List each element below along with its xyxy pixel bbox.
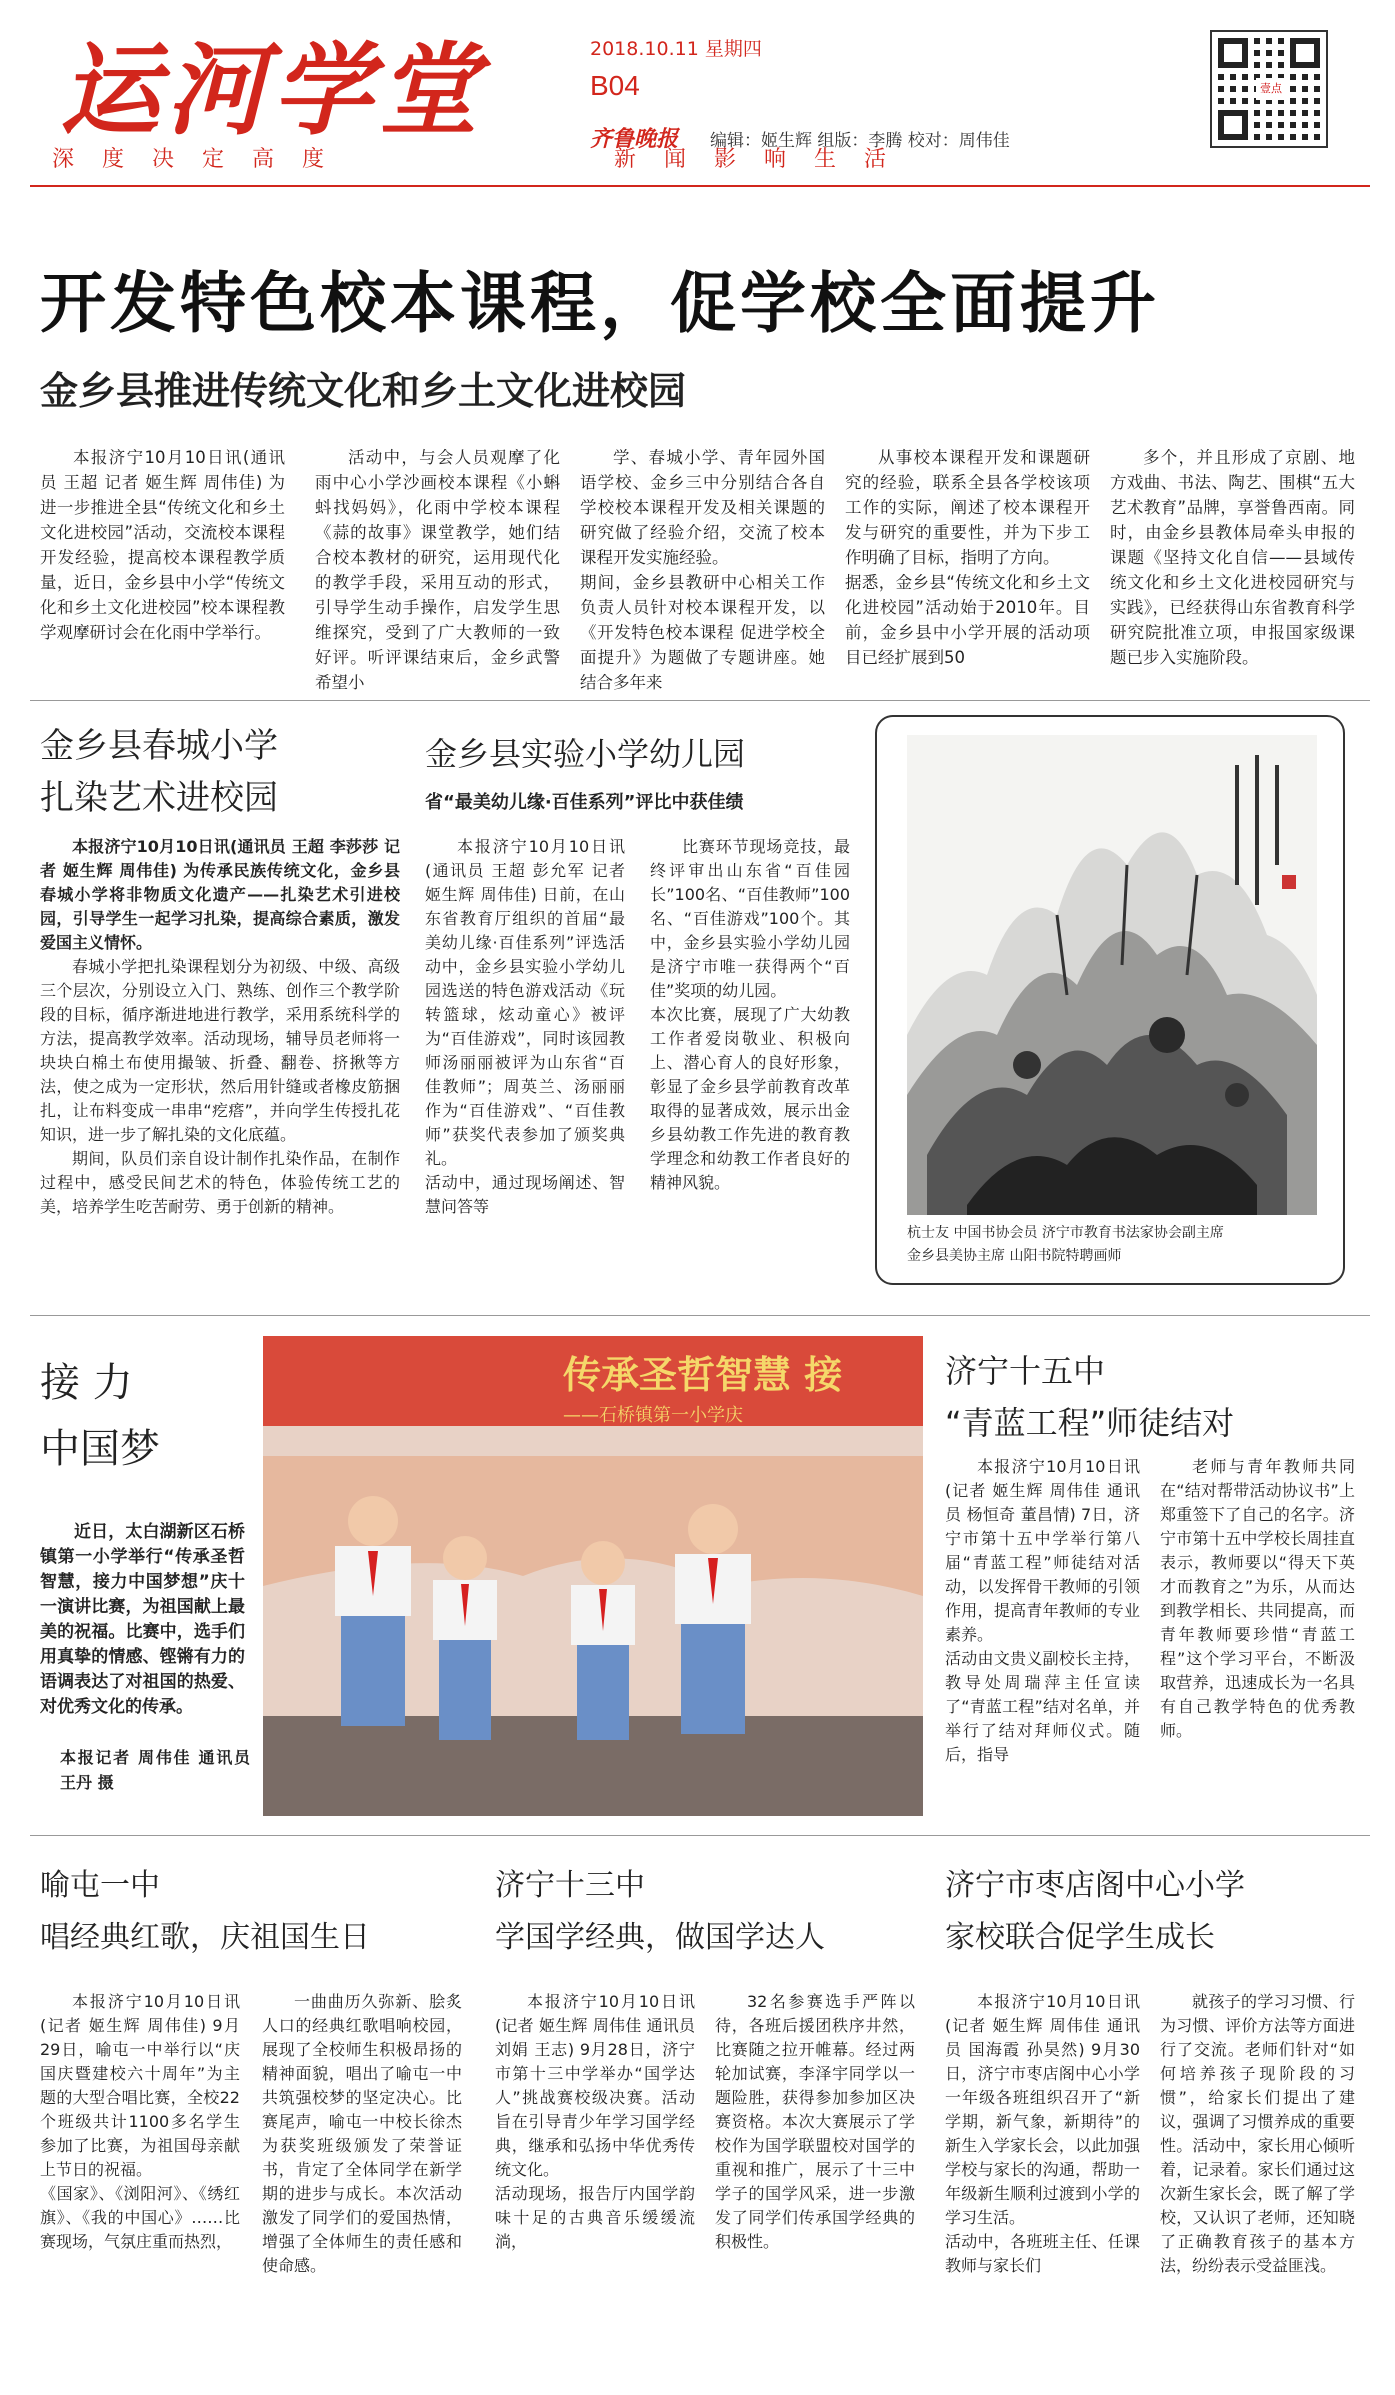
section-divider — [30, 1315, 1370, 1316]
kindergarten-column: 本报济宁10月10日讯(通讯员 王超 彭允军 记者 姬生辉 周伟佳) 日前，在山东省教育厅组织的首届“最美幼儿缘·百佳系列”评选活动中，金乡县实验小学幼儿园选送的特色游戏活动《玩转篮球，炫动童心》被评为“百佳游戏”，同时该园教师汤丽丽被评为山东省“百佳教师”；周英兰、汤丽丽作为“百佳游戏”、“百佳教师”获奖代表参加了颁奖典礼。 活动中，通过现场阐述、智慧问答等 — [425, 837, 625, 1216]
jining15-column: 本报济宁10月10日讯(记者 姬生辉 周伟佳 通讯员 杨恒奇 董昌情) 7日，济宁市第十五中学举行第八届“青蓝工程”师徒结对活动，以发挥骨干教师的引领作用，提高青年教师的专业素养。 活动由文贵义副校长主持，教导处周瑞萍主任宣读了“青蓝工程”结对名单，并举行了结对拜师仪式。随后，指导 — [945, 1457, 1140, 1764]
jining13-column: 32名参赛选手严阵以待，各班后援团秩序井然，比赛随之拉开帷幕。经过两轮加试赛，李泽宇同学以一题险胜，获得参加参加区决赛资格。本次大赛展示了学校作为国学联盟校对国学的重视和推广，展示了十三中学子的国学风采，进一步激发了同学们传承国学经典的积极性。 — [715, 1992, 915, 2251]
editor-credits: 编辑：姬生辉 组版：李腾 校对：周伟佳 — [710, 131, 1010, 151]
qr-finder — [1218, 110, 1248, 140]
painting-caption: 杭士友 中国书协会员 济宁市教育书法家协会副主席 金乡县美协主席 山阳书院特聘画师 — [907, 1225, 1224, 1264]
yutun-title: 喻屯一中 唱经典红歌，庆祖国生日 — [40, 1868, 370, 1955]
yutun-column: 本报济宁10月10日讯(记者 姬生辉 周伟佳) 9月29日，喻屯一中举行以“庆国庆暨建校六十周年”为主题的大型合唱比赛，全校22个班级共计1100多名学生参加了比赛，为祖国母亲献上节日的祝福。 《国家》、《浏阳河》、《绣红旗》、《我的中国心》……比赛现场，气氛庄重而热烈， — [40, 1992, 240, 2251]
yutun-column: 一曲曲历久弥新、脍炙人口的经典红歌唱响校园，展现了全校师生积极昂扬的精神面貌，唱出了喻屯一中共筑强校梦的坚定决心。比赛尾声，喻屯一中校长徐杰为获奖班级颁发了荣誉证书，肯定了全体同学在新学期的进步与成长。本次活动激发了同学们的爱国热情，增强了全体师生的责任感和使命感。 — [262, 1992, 462, 2275]
jining15-column: 老师与青年教师共同在“结对帮带活动协议书”上郑重签下了自己的名字。济宁市第十五中学校长周挂直表示，教师要以“得天下英才而教育之”为乐，从而达到教学相长、共同提高，而青年教师要珍惜“青蓝工程”这个学习平台，不断汲取营养，迅速成长为一名具有自己教学特色的优秀教师。 — [1160, 1457, 1355, 1740]
kindergarten-title: 金乡县实验小学幼儿园 — [425, 735, 746, 773]
paper-name: 齐鲁晚报 — [590, 126, 679, 152]
relay-body: 近日，太白湖新区石桥镇第一小学举行“传承圣哲智慧，接力中国梦想”庆十一演讲比赛，为祖国献上最美的祝福。比赛中，选手们用真挚的情感、铿锵有力的语调表达了对祖国的热爱、对优秀文化的传承。 — [40, 1522, 245, 1717]
lead-subhead: 金乡县推进传统文化和乡土文化进校园 — [40, 369, 687, 413]
zaodian-column: 就孩子的学习习惯、行为习惯、评价方法等方面进行了交流。老师们针对“如何培养孩子现阶段的习惯”，给家长们提出了建议，强调了习惯养成的重要性。活动中，家长用心倾听着，记录着。家长们通过这次新生家长会，既了解了学校，又认识了老师，还知晓了正确教育孩子的基本方法，纷纷表示受益匪浅。 — [1160, 1992, 1355, 2275]
zaodian-title: 济宁市枣店阁中心小学 家校联合促学生成长 — [945, 1868, 1245, 1955]
chuncheng-body: 本报济宁10月10日讯(通讯员 王超 李莎莎 记者 姬生辉 周伟佳) 为传承民族传统文化，金乡县春城小学将非物质文化遗产——扎染艺术引进校园，引导学生一起学习扎染，提高综合素质，激发爱国主义情怀。 春城小学把扎染课程划分为初级、中级、高级三个层次，分别设立入门、熟练、创作三个教学阶段的目标，循序渐进地进行教学，采用系统科学的方法，提高教学效率。活动现场，辅导员老师将一块块白棉土布使用撮皱、折叠、翻卷、挤揪等方法，使之成为一定形状，然后用针缝或者橡皮筋捆扎，让布料变成一串串“疙瘩”，并向学生传授扎花知识，进一步了解扎染的文化底蕴。 期间，队员们亲自设计制作扎染作品，在制作过程中，感受民间艺术的特色，体验传统工艺的美，培养学生吃苦耐劳、勇于创新的精神。 — [40, 837, 400, 1216]
kindergarten-subtitle: 省“最美幼儿缘·百佳系列”评比中获佳绩 — [425, 792, 744, 813]
qr-pattern — [1218, 38, 1320, 140]
relay-title: 接 力 中国梦 — [40, 1360, 160, 1472]
masthead-logo: 运河学堂 — [60, 31, 484, 149]
issue-date: 2018.10.11 星期四 — [590, 38, 762, 60]
qr-code[interactable] — [1210, 30, 1328, 148]
relay-credit: 本报记者 周伟佳 通讯员 王丹 摄 — [60, 1748, 250, 1792]
lead-column: 从事校本课程开发和课题研究的经验，联系全县各学校该项工作的实际，阐述了校本课程开发与研究的重要性，并为下步工作明确了目标，指明了方向。 据悉，金乡县“传统文化和乡土文化进校园”活动始于2010年。目前，金乡县中小学开展的活动项目已经扩展到50 — [845, 448, 1090, 667]
landscape-painting[interactable] — [907, 735, 1317, 1215]
page-number: B04 — [590, 70, 640, 101]
banner-text: 传承圣哲智慧 接 — [563, 1353, 843, 1397]
qr-finder — [1218, 38, 1248, 68]
banner-subtext: ——石桥镇第一小学庆 — [563, 1405, 743, 1426]
lead-headline: 开发特色校本课程，促学校全面提升 — [40, 265, 1160, 342]
slogan-right: 新闻影响生活 — [614, 147, 915, 172]
zaodian-column: 本报济宁10月10日讯(记者 姬生辉 周伟佳 通讯员 国海霞 孙昊然) 9月30日，济宁市枣店阁中心小学一年级各班组织召开了“新学期，新气象，新期待”的新生入学家长会，以此加强学校与家长的沟通，帮助一年级新生顺利过渡到小学的学习生活。 活动中，各班班主任、任课教师与家长们 — [945, 1992, 1140, 2275]
jining15-title: 济宁十五中 “青蓝工程”师徒结对 — [945, 1352, 1235, 1442]
painting-frame — [875, 715, 1345, 1285]
qr-badge: 壹点 — [1256, 78, 1286, 100]
slogan-left: 深度决定高度 — [52, 147, 353, 172]
lead-column: 学、春城小学、青年园外国语学校、金乡三中分别结合各自学校校本课程开发及相关课题的研究做了经验介绍，交流了校本课程开发实施经验。 期间，金乡县教研中心相关工作负责人员针对校本课程开发，以《开发特色校本课程 促进学校全面提升》为题做了专题讲座。她结合多年来 — [580, 448, 825, 692]
kindergarten-column: 比赛环节现场竞技，最终评审出山东省“百佳园长”100名、“百佳教师”100名、“百佳游戏”100个。其中，金乡县实验小学幼儿园是济宁市唯一获得两个“百佳”奖项的幼儿园。 本次比赛，展现了广大幼教工作者爱岗敬业、积极向上、潜心育人的良好形象，彰显了金乡县学前教育改革取得的显著成效，展示出金乡县幼教工作先进的教育教学理念和幼教工作者良好的精神风貌。 — [650, 837, 850, 1192]
lead-column: 本报济宁10月10日讯(通讯员 王超 记者 姬生辉 周伟佳) 为进一步推进全县“传统文化和乡土文化进校园”活动，交流校本课程开发经验，提高校本课程教学质量，近日，金乡县中小学“传统文化和乡土文化进校园”校本课程教学观摩研讨会在化雨中学举行。 — [40, 448, 285, 642]
lead-column: 多个，并且形成了京剧、地方戏曲、书法、陶艺、围棋“五大艺术教育”品牌，享誉鲁西南。同时，由金乡县教体局牵头申报的课题《坚持文化自信——县域传统文化和乡土文化进校园研究与实践》，已经获得山东省教育科学研究院批准立项，申报国家级课题已步入实施阶段。 — [1110, 448, 1355, 667]
chuncheng-title: 金乡县春城小学 扎染艺术进校园 — [40, 726, 278, 818]
relay-photo[interactable] — [263, 1336, 923, 1816]
jining13-column: 本报济宁10月10日讯(记者 姬生辉 周伟佳 通讯员 刘娟 王志) 9月28日，济宁市第十三中学举办“国学达人”挑战赛校级决赛。活动旨在引导青少年学习国学经典，继承和弘扬中华优秀传统文化。 活动现场，报告厅内国学韵味十足的古典音乐缓缓流淌， — [495, 1992, 695, 2251]
section-divider — [30, 1835, 1370, 1836]
masthead-rule — [30, 185, 1370, 187]
jining13-title: 济宁十三中 学国学经典，做国学达人 — [495, 1868, 825, 1955]
section-divider — [30, 700, 1370, 701]
lead-column: 活动中，与会人员观摩了化雨中心小学沙画校本课程《小蝌蚪找妈妈》，化雨中学校本课程《蒜的故事》课堂教学，她们结合校本教材的研究，运用现代化的教学手段，采用互动的形式，引导学生动手操作，启发学生思维探究，受到了广大教师的一致好评。听评课结束后，金乡武警希望小 — [315, 448, 560, 692]
qr-finder — [1290, 38, 1320, 68]
